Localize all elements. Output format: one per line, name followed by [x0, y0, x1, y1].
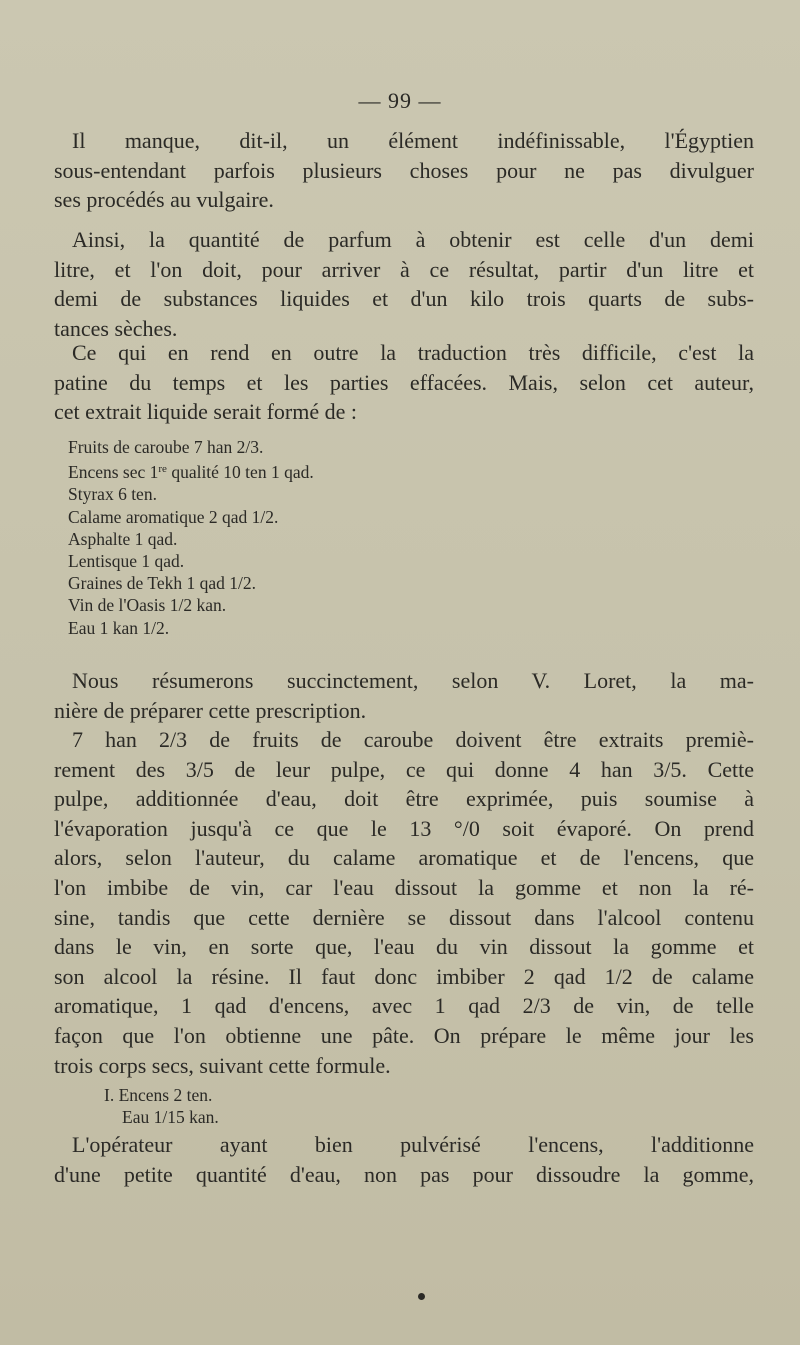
paragraph-3: [54, 338, 754, 427]
text-line: alors, selon l'auteur, du calame aromatique et de l'encens, que: [54, 845, 754, 871]
formula-line: I. Encens 2 ten.: [104, 1085, 213, 1105]
ingredient-list: [68, 436, 314, 639]
text-line: l'évaporation jusqu'à ce que le 13 °/0 soit évaporé. On prend: [54, 815, 754, 841]
text-line: demi de substances liquides et d'un kilo trois quarts de subs-: [54, 286, 754, 312]
list-item: Asphalte 1 qad.: [68, 528, 178, 549]
list-item: Calame aromatique 2 qad 1/2.: [68, 506, 279, 527]
paragraph-1: [54, 126, 754, 215]
paragraph-4: [54, 666, 754, 725]
formula-line: Eau 1/15 kan.: [122, 1107, 219, 1127]
text-line: sine, tandis que cette dernière se dissout dans l'alcool contenu: [54, 904, 754, 930]
page-number: — 99 —: [358, 88, 442, 113]
text-line: Ainsi, la quantité de parfum à obtenir est celle d'un demi: [72, 227, 754, 252]
text-line: d'une petite quantité d'eau, non pas pour dissoudre la gomme,: [54, 1161, 754, 1187]
text-line: nière de préparer cette prescription.: [54, 697, 367, 723]
text-line: cet extrait liquide serait formé de :: [54, 399, 357, 425]
text-line: ses procédés au vulgaire.: [54, 187, 274, 213]
text-line: aromatique, 1 qad d'encens, avec 1 qad 2/3 de vin, de telle: [54, 993, 754, 1019]
text-line: 7 han 2/3 de fruits de caroube doivent être extraits premiè-: [72, 727, 754, 752]
text-line: trois corps secs, suivant cette formule.: [54, 1052, 391, 1078]
text-line: pulpe, additionnée d'eau, doit être exprimée, puis soumise à: [54, 786, 754, 812]
text-line: rement des 3/5 de leur pulpe, ce qui donne 4 han 3/5. Cette: [54, 756, 754, 782]
list-item: Eau 1 kan 1/2.: [68, 617, 170, 638]
text-line: sous-entendant parfois plusieurs choses pour ne pas divulguer: [54, 157, 754, 183]
text-line: façon que l'on obtienne une pâte. On prépare le même jour les: [54, 1022, 754, 1048]
list-item: Lentisque 1 qad.: [68, 551, 185, 572]
text-line: patine du temps et les parties effacées. Mais, selon cet auteur,: [54, 369, 754, 395]
text-line: litre, et l'on doit, pour arriver à ce résultat, partir d'un litre et: [54, 256, 754, 282]
text-line: son alcool la résine. Il faut donc imbiber 2 qad 1/2 de calame: [54, 963, 754, 989]
paragraph-5: [54, 725, 754, 1080]
text-line: Il manque, dit-il, un élément indéfinissable, l'Égyptien: [72, 128, 754, 153]
text-line: L'opérateur ayant bien pulvérisé l'encens, l'additionne: [72, 1132, 754, 1157]
text-line: tances sèches.: [54, 315, 178, 341]
list-item: Styrax 6 ten.: [68, 484, 157, 505]
paragraph-2: [54, 225, 754, 343]
text-line: dans le vin, en sorte que, l'eau du vin dissout la gomme et: [54, 934, 754, 960]
list-item: Vin de l'Oasis 1/2 kan.: [68, 595, 227, 616]
paragraph-6: [54, 1130, 754, 1189]
text-line: Ce qui en rend en outre la traduction très difficile, c'est la: [72, 340, 754, 365]
list-item: Graines de Tekh 1 qad 1/2.: [68, 573, 256, 594]
list-item: Fruits de caroube 7 han 2/3.: [68, 437, 264, 457]
text-line: Nous résumerons succinctement, selon V. Loret, la ma-: [72, 668, 754, 693]
text-line: l'on imbibe de vin, car l'eau dissout la gomme et non la ré-: [54, 874, 754, 900]
list-item: Encens sec 1re qualité 10 ten 1 qad.: [68, 462, 314, 483]
ink-dot: [418, 1293, 425, 1300]
